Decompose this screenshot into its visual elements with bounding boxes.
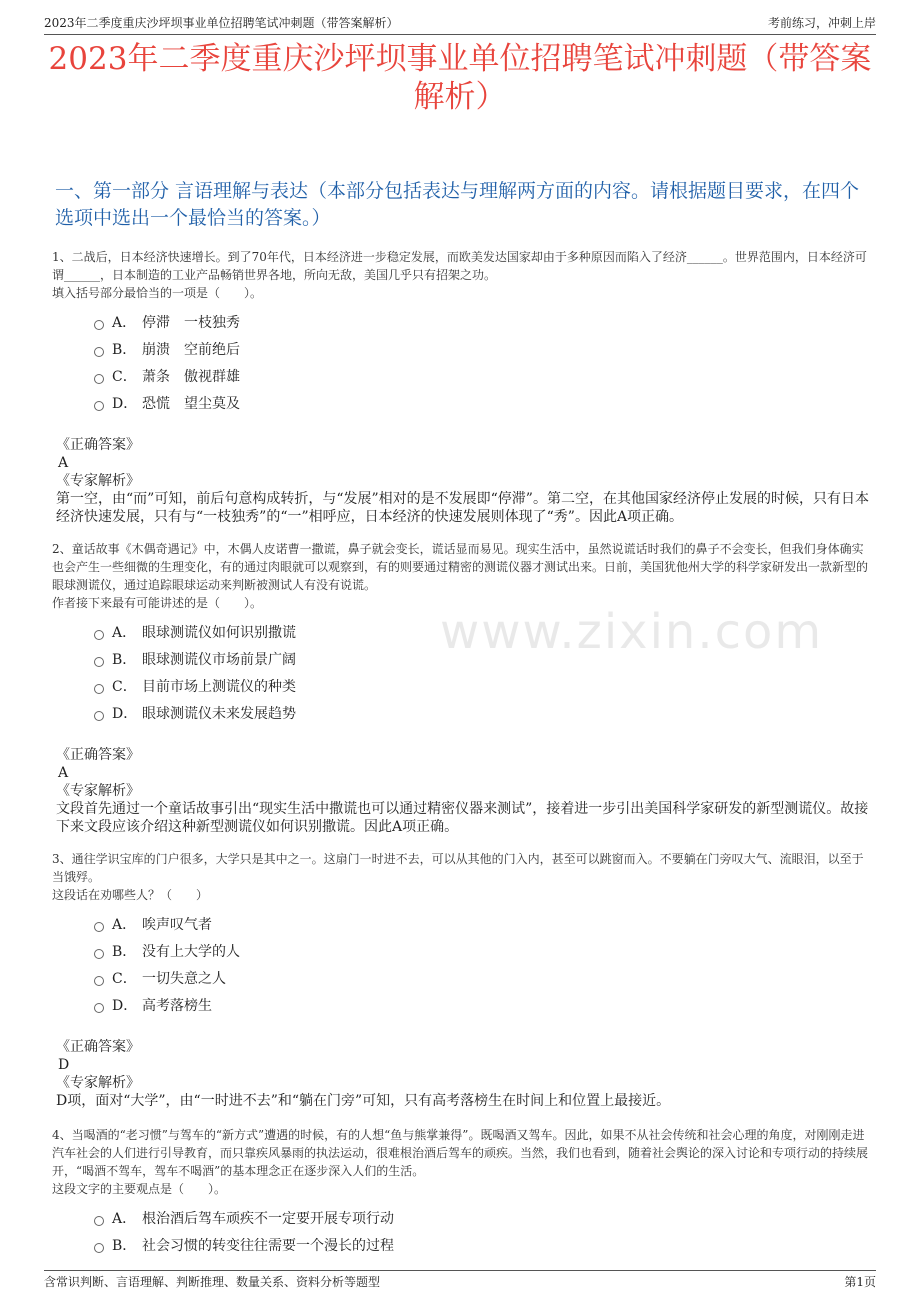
radio-icon[interactable] — [94, 320, 104, 330]
option-letter: C． — [112, 970, 137, 987]
option-text: 没有上大学的人 — [142, 943, 240, 960]
option-d[interactable] — [94, 389, 872, 416]
option-text: 眼球测谎仪市场前景广阔 — [142, 651, 296, 668]
explanation-label: 《专家解析》 — [56, 1075, 140, 1091]
question-prompt: 填入括号部分最恰当的一项是（ ）。 — [52, 286, 263, 300]
answer-block — [52, 436, 872, 526]
answer-label: 《正确答案》 — [56, 1039, 140, 1055]
options-list — [94, 910, 872, 1018]
radio-icon[interactable] — [94, 684, 104, 694]
option-d[interactable] — [94, 699, 872, 726]
radio-icon[interactable] — [94, 401, 104, 411]
option-letter: D． — [112, 997, 138, 1014]
option-c[interactable] — [94, 964, 872, 991]
question-stem: 1、二战后，日本经济快速增长。到了70年代，日本经济进一步稳定发展，而欧美发达国家却由于多种原因而陷入了经济______。世界范围内，日本经济可谓______，日本制造的工业产品畅销世界各地，所向无敌，美国几乎只有招架之功。 — [52, 250, 867, 282]
explanation-text: 第一空，由“而”可知，前后句意构成转折，与“发展”相对的是不发展即“停滞”。第二空，在其他国家经济停止发展的时候，只有日本经济快速发展，只有与“一枝独秀”的“一”相呼应，日本经济的快速发展则体现了“秀”。因此A项正确。 — [56, 491, 869, 525]
answer-block — [52, 1038, 872, 1110]
option-letter: D． — [112, 705, 138, 722]
options-list — [94, 618, 872, 726]
question-stem: 3、通往学识宝库的门户很多，大学只是其中之一。这扇门一时进不去，可以从其他的门入内，甚至可以跳窗而入。不要躺在门旁叹大气、流眼泪，以至于当饿殍。 — [52, 852, 864, 884]
radio-icon[interactable] — [94, 922, 104, 932]
question-4 — [52, 1126, 872, 1258]
option-letter: A． — [112, 1210, 137, 1227]
page-number: 第1页 — [844, 1274, 876, 1289]
question-3 — [52, 850, 872, 1110]
option-a[interactable] — [94, 308, 872, 335]
answer-block — [52, 746, 872, 836]
option-text: 一切失意之人 — [142, 970, 226, 987]
radio-icon[interactable] — [94, 949, 104, 959]
option-c[interactable] — [94, 672, 872, 699]
radio-icon[interactable] — [94, 630, 104, 640]
option-text: 萧条 傲视群雄 — [142, 368, 240, 385]
explanation-label: 《专家解析》 — [56, 783, 140, 799]
section-title: 一、第一部分 言语理解与表达（本部分包括表达与理解两方面的内容。请根据题目要求，在四个选项中选出一个最恰当的答案。） — [55, 180, 860, 229]
watermark: www.zixin.com — [440, 604, 824, 660]
option-letter: B． — [112, 341, 137, 358]
option-letter: B． — [112, 1237, 137, 1254]
option-letter: C． — [112, 368, 137, 385]
explanation-text: 文段首先通过一个童话故事引出“现实生活中撒谎也可以通过精密仪器来测试”，接着进一步引出美国科学家研发的新型测谎仪。故接下来文段应该介绍这种新型测谎仪如何识别撒谎。因此A项正确。 — [56, 801, 869, 835]
document-title: 2023年二季度重庆沙坪坝事业单位招聘笔试冲刺题（带答案解析） — [48, 41, 872, 115]
radio-icon[interactable] — [94, 1003, 104, 1013]
footer-left-text: 含常识判断、言语理解、判断推理、数量关系、资料分析等题型 — [44, 1274, 381, 1289]
radio-icon[interactable] — [94, 347, 104, 357]
option-a[interactable] — [94, 910, 872, 937]
option-text: 眼球测谎仪如何识别撒谎 — [142, 624, 296, 641]
option-letter: B． — [112, 651, 137, 668]
radio-icon[interactable] — [94, 1216, 104, 1226]
answer-label: 《正确答案》 — [56, 747, 140, 763]
option-letter: B． — [112, 943, 137, 960]
option-letter: A． — [112, 624, 137, 641]
question-2 — [52, 540, 872, 836]
question-stem: 2、童话故事《木偶奇遇记》中，木偶人皮诺曹一撒谎，鼻子就会变长，谎话显而易见。现实生活中，虽然说谎话时我们的鼻子不会变长，但我们身体确实也会产生一些细微的生理变化，有的通过肉眼就可以观察到，有的则要通过精密的测谎仪器才测试出来。日前，美国犹他州大学的科学家研发出一款新型的眼球测谎仪，通过追踪眼球运动来判断被测试人有没有说谎。 — [52, 542, 869, 592]
answer-value: A — [58, 455, 69, 471]
option-text: 社会习惯的转变往往需要一个漫长的过程 — [142, 1237, 394, 1254]
answer-value: D — [58, 1057, 70, 1073]
option-b[interactable] — [94, 1231, 872, 1258]
option-letter: D． — [112, 395, 138, 412]
explanation-text: D项，面对“大学”，由“一时进不去”和“躺在门旁”可知，只有高考落榜生在时间上和位置上最接近。 — [56, 1093, 671, 1109]
option-text: 根治酒后驾车顽疾不一定要开展专项行动 — [142, 1210, 394, 1227]
question-1 — [52, 248, 872, 526]
question-prompt: 作者接下来最有可能讲述的是（ ）。 — [52, 596, 263, 610]
question-prompt: 这段文字的主要观点是（ ）。 — [52, 1182, 227, 1196]
option-text: 高考落榜生 — [142, 997, 212, 1014]
option-text: 唉声叹气者 — [142, 916, 212, 933]
option-letter: A． — [112, 314, 137, 331]
radio-icon[interactable] — [94, 1243, 104, 1253]
option-b[interactable] — [94, 645, 872, 672]
header-right-text: 考前练习，冲刺上岸 — [767, 15, 876, 30]
explanation-label: 《专家解析》 — [56, 473, 140, 489]
page-header — [44, 10, 876, 35]
radio-icon[interactable] — [94, 374, 104, 384]
options-list — [94, 308, 872, 416]
option-letter: A． — [112, 916, 137, 933]
options-list — [94, 1204, 872, 1258]
option-c[interactable] — [94, 362, 872, 389]
option-letter: C． — [112, 678, 137, 695]
page-footer — [44, 1270, 876, 1291]
option-text: 恐慌 望尘莫及 — [142, 395, 240, 412]
answer-value: A — [58, 765, 69, 781]
option-text: 目前市场上测谎仪的种类 — [142, 678, 296, 695]
option-b[interactable] — [94, 937, 872, 964]
option-text: 停滞 一枝独秀 — [142, 314, 240, 331]
radio-icon[interactable] — [94, 711, 104, 721]
option-a[interactable] — [94, 1204, 872, 1231]
option-text: 崩溃 空前绝后 — [142, 341, 240, 358]
radio-icon[interactable] — [94, 657, 104, 667]
radio-icon[interactable] — [94, 976, 104, 986]
option-a[interactable] — [94, 618, 872, 645]
option-d[interactable] — [94, 991, 872, 1018]
option-text: 眼球测谎仪未来发展趋势 — [142, 705, 296, 722]
question-prompt: 这段话在劝哪些人？（ ） — [52, 888, 209, 902]
answer-label: 《正确答案》 — [56, 437, 140, 453]
question-stem: 4、当喝酒的“老习惯”与驾车的“新方式”遭遇的时候，有的人想“鱼与熊掌兼得”。既喝酒又驾车。因此，如果不从社会传统和社会心理的角度，对刚刚走进汽车社会的人们进行引导教育，而只靠疾风暴雨的执法运动，很难根治酒后驾车的顽疾。当然，我们也看到，随着社会舆论的深入讨论和专项行动的持续展开，“喝酒不驾车，驾车不喝酒”的基本理念正在逐步深入人们的生活。 — [52, 1128, 869, 1178]
header-left-text: 2023年二季度重庆沙坪坝事业单位招聘笔试冲刺题（带答案解析） — [44, 15, 399, 30]
option-b[interactable] — [94, 335, 872, 362]
